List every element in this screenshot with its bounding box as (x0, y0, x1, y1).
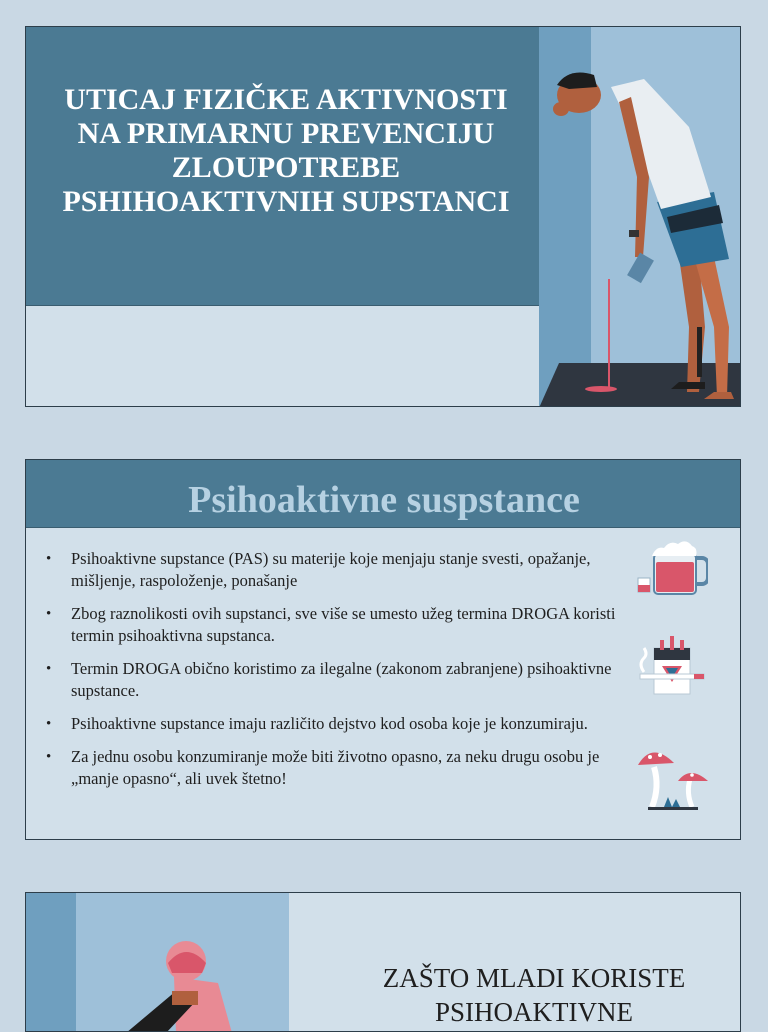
slide-title: UTICAJ FIZIČKE AKTIVNOSTI NA PRIMARNU PREVENCIJU ZLOUPOTREBE PSHIHOAKTIVNIH SUPSTANCI (62, 83, 510, 218)
list-item: • Termin DROGA obično koristimo za ilegalne (zakonom zabranjene) psihoaktivne supstance. (46, 658, 616, 702)
list-item: • Zbog raznolikosti ovih supstanci, sve više se umesto užeg termina DROGA koristi termin psihoaktivna supstanca. (46, 603, 616, 647)
beer-mug-icon (636, 540, 708, 600)
mushroom-icon (638, 745, 710, 813)
list-item: • Za jednu osobu konzumiranje može biti životno opasno, za neku drugu osobu je „manje opasno“, ali uvek štetno! (46, 746, 616, 790)
bullet-list (46, 548, 616, 801)
question-slide (25, 892, 741, 1032)
content-slide (25, 459, 741, 840)
man-pouring-bottle-illustration (539, 27, 741, 407)
list-item: • Psihoaktivne supstance imaju različito dejstvo kod osoba koje je konzumiraju. (46, 713, 616, 735)
slide-title: Psihoaktivne susp​stance (188, 479, 580, 521)
slide-title: ZAŠTO MLADI KORISTE PSIHOAKTIVNE (382, 963, 686, 1027)
list-item: • Psihoaktivne supstance (PAS) su materije koje menjaju stanje svesti, opažanje, mišljenje, raspoloženje, ponašanje (46, 548, 616, 592)
title-slide (25, 26, 741, 407)
cigarette-pack-icon (636, 630, 708, 700)
sad-person-illustration (26, 893, 289, 1032)
